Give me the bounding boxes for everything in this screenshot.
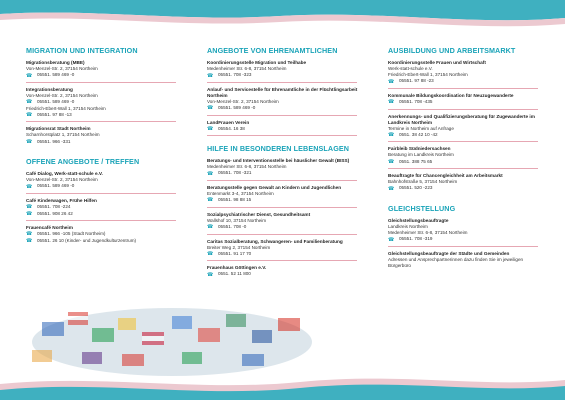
entry-title: LandFrauen Verein — [207, 119, 250, 125]
entry-title: Anlauf- und Servicestelle für Ehrenamtliche in der Flüchtlingsarbeit Northeim — [207, 86, 358, 98]
entry-landfrauen — [207, 120, 365, 137]
phone-icon: ☎ — [207, 105, 214, 112]
entry-address: Bahnhofstraße 5, 37154 Northeim — [388, 179, 458, 185]
entry-anerkennung — [388, 114, 546, 143]
phone-icon: ☎ — [207, 72, 214, 79]
entry-gleichstellung-landkreis — [388, 218, 546, 247]
entry-phone: ☎ 05551. 26 10 (Kinder- und Jugendkulturzentrum) — [26, 237, 137, 245]
phone-icon: ☎ — [207, 271, 214, 278]
entry-phone: ☎ 05554. 16 38 — [207, 125, 245, 132]
section-title-hilfe: HILFE IN BESONDEREN LEBENSLAGEN — [207, 144, 350, 154]
entry-address: Breiter Weg 2, 37154 Northeim — [207, 244, 271, 250]
phone-icon: ☎ — [26, 72, 33, 79]
entry-title: Gleichstellungsbeauftragte — [388, 217, 449, 223]
entry-phone: ☎ 05551. 708 -0 — [207, 223, 247, 231]
phone-icon: ☎ — [26, 112, 33, 119]
phone-icon: ☎ — [207, 224, 214, 231]
entry-address: Friedrich-Ebert-Wall 1, 37154 Northeim — [388, 72, 468, 78]
entry-phone: ☎ 05551. 966 -331 — [26, 138, 71, 145]
entry-address: Von-Menzel-Str. 2, 37154 Northeim — [26, 177, 98, 183]
entry-phone: ☎ 05551. 708 -321 — [207, 170, 252, 177]
entry-address: Friedrich-Ebert-Wall 1, 37154 Northeim — [26, 105, 106, 111]
entry-address: Landkreis Northeim — [388, 223, 428, 229]
section-title-ehrenamt: ANGEBOTE VON EHRENAMTLICHEN — [207, 46, 338, 55]
phone-icon: ☎ — [388, 78, 395, 85]
entry-phone: ☎ 0551. 388 75 65 — [388, 158, 433, 165]
entry-title: Migrationsberatung (MBE) — [26, 60, 85, 65]
phone-icon: ☎ — [26, 238, 33, 245]
entry-phone: ☎ 05551. 589 469 -0 — [207, 105, 256, 112]
phone-icon: ☎ — [388, 132, 395, 139]
entry-cafe-dialog — [26, 171, 184, 194]
phone-icon: ☎ — [207, 170, 214, 177]
section-title-ausbildung: AUSBILDUNG UND ARBEITSMARKT — [388, 46, 516, 55]
entry-phone: ☎ 05551. 708 -319 — [388, 236, 433, 243]
entry-title: Anerkennungs- und Qualifizierungsberatung für Zugewanderte im Landkreis Northeim — [388, 113, 535, 125]
entry-fairbleib — [388, 146, 546, 169]
entry-mbe — [26, 60, 184, 83]
entry-gleichstellung-staedte — [388, 251, 546, 273]
entry-title: Sozialpsychiatrischer Dienst, Gesundheitsamt — [207, 211, 311, 217]
phone-icon: ☎ — [26, 204, 33, 211]
phone-icon: ☎ — [207, 197, 214, 204]
entry-caritas — [207, 239, 365, 262]
entry-bildungskoordination — [388, 93, 546, 110]
entry-phone: ☎ 0551. 38 42 10 -42 — [388, 131, 438, 139]
entry-frauenhaus — [207, 265, 365, 282]
entry-gewalt-kinder — [207, 185, 365, 208]
entry-phone: ☎ 05551. 708 -323 — [207, 72, 252, 79]
entry-title: Koordinierungsstelle Migration und Teilhabe — [207, 60, 307, 65]
entry-address: Von-Menzel-Str. 2, 37154 Northeim — [207, 98, 279, 104]
entry-title: Integrationsberatung — [26, 86, 73, 92]
entry-note: Adressen und Ansprechpartnerinnen dazu finden Sie im jeweiligen Bürgerbüro — [388, 256, 524, 269]
column-migration — [26, 46, 184, 252]
entry-phone: ☎ 05551. 708 -224 — [26, 203, 71, 211]
entry-title: Beratungs- und Interventionsstelle bei häuslicher Gewalt (BISS) — [207, 158, 350, 164]
entry-chancengleichheit — [388, 173, 546, 196]
phone-icon: ☎ — [26, 99, 33, 106]
entry-title: Migrationsrat Stadt Northeim — [26, 126, 91, 132]
entry-address: Entenmarkt 3-4, 37154 Northeim — [207, 190, 274, 196]
entry-integrationsberatung — [26, 87, 184, 123]
entry-phone: ☎ 05551. 908 26 42 — [26, 210, 73, 217]
phone-icon: ☎ — [26, 231, 33, 238]
column-ausbildung — [388, 46, 546, 277]
entry-address: Medenheimer Str. 6-8, 37154 Northeim — [207, 66, 287, 71]
section-title-offene-angebote: OFFENE ANGEBOTE / TREFFEN — [26, 157, 140, 167]
entry-biss — [207, 158, 365, 181]
entry-phone: ☎ 05551. 966 -105 (Stadt Northeim) — [26, 231, 106, 238]
phone-icon: ☎ — [388, 236, 395, 243]
phone-icon: ☎ — [26, 210, 33, 217]
entry-phone: ☎ 05551. 520 -223 — [388, 185, 433, 192]
entry-address: Termine in Northeim auf Anfrage — [388, 125, 454, 131]
phone-icon: ☎ — [207, 125, 214, 132]
entry-title: Beratungsstelle gegen Gewalt an Kindern und Jugendlichen — [207, 184, 342, 190]
top-wave-decoration — [0, 0, 565, 34]
entry-title: Kommunale Bildungskoordination für Neuzugewanderte — [388, 93, 514, 98]
entry-phone: ☎ 05551. 589 469 -0 — [26, 72, 75, 79]
entry-address: Werk-statt-schule e.V. — [388, 66, 433, 71]
entry-phone: ☎ 05551. 97 88 -23 — [388, 78, 434, 85]
entry-address: Scharnhorstplatz 1, 37154 Northeim — [26, 132, 100, 138]
bottom-wave-decoration — [0, 370, 565, 400]
entry-frauen-wirtschaft — [388, 60, 546, 89]
entry-title: Koordinierungsstelle Frauen und Wirtschaft — [388, 60, 486, 65]
entry-title: Beauftragte für Chancengleichheit am Arbeitsmarkt — [388, 173, 503, 179]
entry-phone: ☎ 05551. 589 469 -0 — [26, 183, 75, 190]
entry-title: Gleichstellungsbeauftragte der Städte und Gemeinden — [388, 250, 510, 256]
entry-koordinierung-migration — [207, 60, 365, 83]
entry-phone: ☎ 05551. 708 -435 — [388, 99, 433, 106]
entry-phone: ☎ 05551. 589 469 -0 — [26, 99, 75, 106]
entry-sozialpsychiatrisch — [207, 212, 365, 235]
entry-phone: ☎ 05551. 98 88 15 — [207, 197, 252, 204]
flags-map-decoration — [22, 272, 332, 382]
entry-address: Von-Menzel-Str. 2, 37154 Northeim — [26, 92, 98, 98]
entry-cafe-kinderwagen — [26, 198, 184, 221]
phone-icon: ☎ — [26, 138, 33, 145]
phone-icon: ☎ — [388, 185, 395, 192]
entry-address: Medenheimer Str. 6-8, 37154 Northeim — [207, 164, 287, 170]
entry-phone: ☎ 05551. 97 88 -13 — [26, 111, 72, 119]
entry-title: Café Dialog, Werk-statt-schule e.V. — [26, 171, 103, 177]
entry-frauencafe — [26, 225, 184, 248]
section-title-gleichstellung: GLEICHSTELLUNG — [388, 203, 456, 213]
entry-title: Fairbleib Südniedersachsen — [388, 146, 451, 152]
entry-address: Beratung im Landkreis Northeim — [388, 152, 454, 158]
entry-migrationsrat — [26, 126, 184, 149]
entry-anlaufstelle — [207, 87, 365, 116]
entry-title: Frauencafé Northeim — [26, 225, 73, 231]
entry-address: Medenheimer Str. 6-8, 37154 Northeim — [388, 230, 468, 236]
phone-icon: ☎ — [388, 99, 395, 106]
entry-title: Caritas Sozialberatung, Schwangeren- und Familienberatung — [207, 238, 343, 244]
entry-phone: ☎ 05551. 91 17 70 — [207, 250, 252, 258]
phone-icon: ☎ — [207, 251, 214, 258]
phone-icon: ☎ — [26, 183, 33, 190]
column-ehrenamt — [207, 46, 365, 286]
phone-icon: ☎ — [388, 158, 395, 165]
entry-title: Café Kinderwagen, Frühe Hilfen — [26, 197, 97, 203]
entry-address: Wallshof 10, 37154 Northeim — [207, 217, 267, 223]
entry-address: Von-Menzel-Str. 2, 37154 Northeim — [26, 66, 98, 71]
section-title-migration: MIGRATION UND INTEGRATION — [26, 46, 138, 55]
entry-title: Frauenhaus Göttingen e.V. — [207, 265, 267, 271]
entry-phone: ☎ 0551. 52 11 800 — [207, 271, 251, 278]
